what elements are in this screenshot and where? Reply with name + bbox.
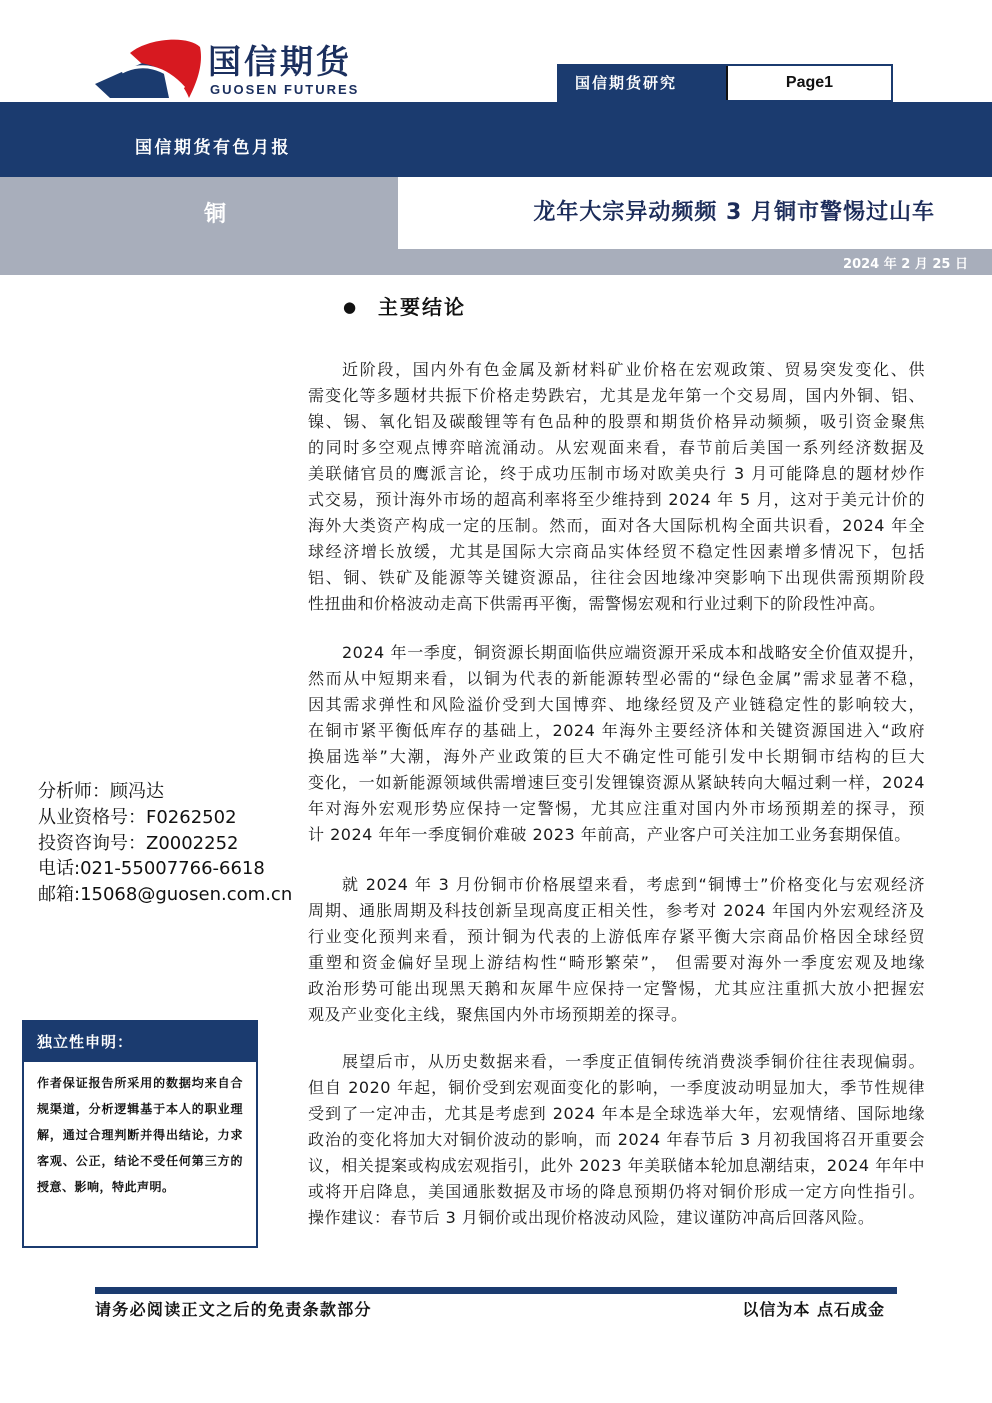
title-box — [398, 177, 992, 249]
paragraph-line: 展望后市，从历史数据来看，一季度正值铜传统消费淡季铜价往往表现偏弱。 — [342, 1052, 925, 1071]
paragraph-line: 铝、铜、铁矿及能源等关键资源品，往往会因地缘冲突影响下出现供需预期阶段 — [308, 568, 925, 587]
independence-text — [37, 1070, 243, 1200]
paragraph-line: 然而从中短期来看，以铜为代表的新能源转型必需的“绿色金属”需求显著不稳， — [308, 669, 925, 688]
independence-line: 规渠道，分析逻辑基于本人的职业理 — [37, 1102, 243, 1116]
paragraph-line: 性扭曲和价格波动走高下供需再平衡，需警惕宏观和行业过剩下的阶段性冲高。 — [308, 594, 886, 613]
paragraph-line: 因其需求弹性和风险溢价受到大国博弈、地缘经贸及产业链稳定性的影响较大， — [308, 695, 925, 714]
paragraph-1 — [308, 357, 925, 617]
report-date: 2024 年 2 月 25 日 — [843, 257, 968, 272]
independence-line: 客观、公正，结论不受任何第三方的 — [37, 1154, 243, 1168]
paragraph-line: 重塑和资金偏好呈现上游结构性“畸形繁荣”， 但需要对海外一季度宏观及地缘 — [308, 953, 925, 972]
independence-heading: 独立性申明： — [24, 1022, 256, 1062]
section-heading: 主要结论 — [378, 295, 466, 319]
report-title: 龙年大宗异动频频 3 月铜市警惕过山车 — [533, 200, 935, 225]
paragraph-4 — [308, 1049, 925, 1231]
paragraph-line: 需变化等多题材共振下价格走势跌宕，尤其是龙年第一个交易周，国内外铜、铝、 — [308, 386, 925, 405]
independence-line: 授意、影响，特此声明。 — [37, 1180, 175, 1194]
footer-rule — [95, 1287, 897, 1294]
analyst-name: 分析师：顾冯达 — [38, 781, 164, 802]
paragraph-line: 2024 年一季度，铜资源长期面临供应端资源开采成本和战略安全价值双提升， — [342, 643, 925, 662]
logo-name-en: GUOSEN FUTURES — [210, 82, 360, 97]
analyst-info — [38, 779, 293, 908]
footer-disclaimer: 请务必阅读正文之后的免责条款部分 — [95, 1300, 372, 1319]
header-label-box — [557, 64, 893, 102]
analyst-license: 从业资格号：F0262502 — [38, 806, 237, 828]
paragraph-line: 政治的变化将加大对铜价波动的影响，而 2024 年春节后 3 月初我国将召开重要会 — [308, 1130, 925, 1149]
paragraph-line: 政治形势可能出现黑天鹅和灰犀牛应保持一定警惕，尤其应注重抓大放小把握宏 — [308, 979, 925, 998]
paragraph-2 — [308, 640, 925, 848]
paragraph-line: 就 2024 年 3 月份铜市价格展望来看，考虑到“铜博士”价格变化与宏观经济 — [342, 875, 925, 894]
paragraph-line: 或将开启降息，美国通胀数据及市场的降息预期仍将对铜价形成一定方向性指引。 — [308, 1182, 925, 1201]
paragraph-line: 受到了一定冲击，尤其是考虑到 2024 年本是全球选举大年，宏观情绪、国际地缘 — [308, 1104, 925, 1123]
paragraph-line: 年对海外宏观形势应保持一定警惕，尤其应注重对国内外市场预期差的探寻，预 — [308, 799, 925, 818]
logo-name-cn: 国信期货 — [208, 42, 352, 81]
paragraph-line: 海外大类资产构成一定的压制。然而，面对各大国际机构全面共识看，2024 年全 — [308, 516, 925, 535]
paragraph-line: 但自 2020 年起，铜价受到宏观面变化的影响，一季度波动明显加大，季节性规律 — [308, 1078, 925, 1097]
paragraph-line: 行业变化预判来看，预计铜为代表的上游低库存紧平衡大宗商品价格因全球经贸 — [308, 927, 925, 946]
analyst-email: 邮箱:15068@guosen.com.cn — [38, 884, 293, 906]
analyst-phone: 电话:021-55007766-6618 — [38, 858, 265, 880]
page-label: Page1 — [726, 66, 891, 100]
paragraph-line: 操作建议：春节后 3 月铜价或出现价格波动风险，建议谨防冲高后回落风险。 — [308, 1208, 875, 1227]
independence-statement-box — [22, 1020, 258, 1248]
guosen-logo-icon — [92, 38, 204, 100]
commodity-label: 铜 — [204, 202, 227, 227]
paragraph-line: 镍、锡、氧化铝及碳酸锂等有色品种的股票和期货价格异动频频，吸引资金聚焦 — [308, 412, 925, 431]
paragraph-line: 式交易，预计海外市场的超高利率将至少维持到 2024 年 5 月，这对于美元计价的 — [308, 490, 925, 509]
bullet-icon: ● — [343, 298, 357, 316]
paragraph-line: 的同时多空观点博弈暗流涌动。从宏观面来看，春节前后美国一系列经济数据及 — [308, 438, 925, 457]
paragraph-3 — [308, 872, 925, 1028]
footer-motto: 以信为本 点石成金 — [742, 1300, 885, 1319]
paragraph-line: 球经济增长放缓，尤其是国际大宗商品实体经贸不稳定性因素增多情况下，包括 — [308, 542, 925, 561]
paragraph-line: 在铜市紧平衡低库存的基础上，2024 年海外主要经济体和关键资源国进入“政府 — [308, 721, 925, 740]
paragraph-line: 议，相关提案或构成宏观指引，此外 2023 年美联储本轮加息潮结束，2024 年年中 — [308, 1156, 925, 1175]
paragraph-line: 变化，一如新能源领域供需增速巨变引发锂镍资源从紧缺转向大幅过剩一样，2024 — [308, 773, 925, 792]
paragraph-line: 美联储官员的鹰派言论，终于成功压制市场对欧美央行 3 月可能降息的题材炒作 — [308, 464, 925, 483]
independence-line: 作者保证报告所采用的数据均来自合 — [37, 1076, 243, 1090]
paragraph-line: 换届选举”大潮，海外产业政策的巨大不确定性可能引发中长期铜市结构的巨大 — [308, 747, 925, 766]
paragraph-line: 观及产业变化主线，聚焦国内外市场预期差的探寻。 — [308, 1005, 688, 1024]
report-series: 国信期货有色月报 — [135, 138, 291, 158]
research-label: 国信期货研究 — [559, 66, 726, 100]
paragraph-line: 计 2024 年年一季度铜价难破 2023 年前高，产业客户可关注加工业务套期保值。 — [308, 825, 911, 844]
paragraph-line: 周期、通胀周期及科技创新呈现高度正相关性，参考对 2024 年国内外宏观经济及 — [308, 901, 925, 920]
analyst-consult-id: 投资咨询号：Z0002252 — [38, 832, 239, 854]
paragraph-line: 近阶段，国内外有色金属及新材料矿业价格在宏观政策、贸易突发变化、供 — [342, 360, 925, 379]
independence-line: 解，通过合理判断并得出结论，力求 — [37, 1128, 243, 1142]
